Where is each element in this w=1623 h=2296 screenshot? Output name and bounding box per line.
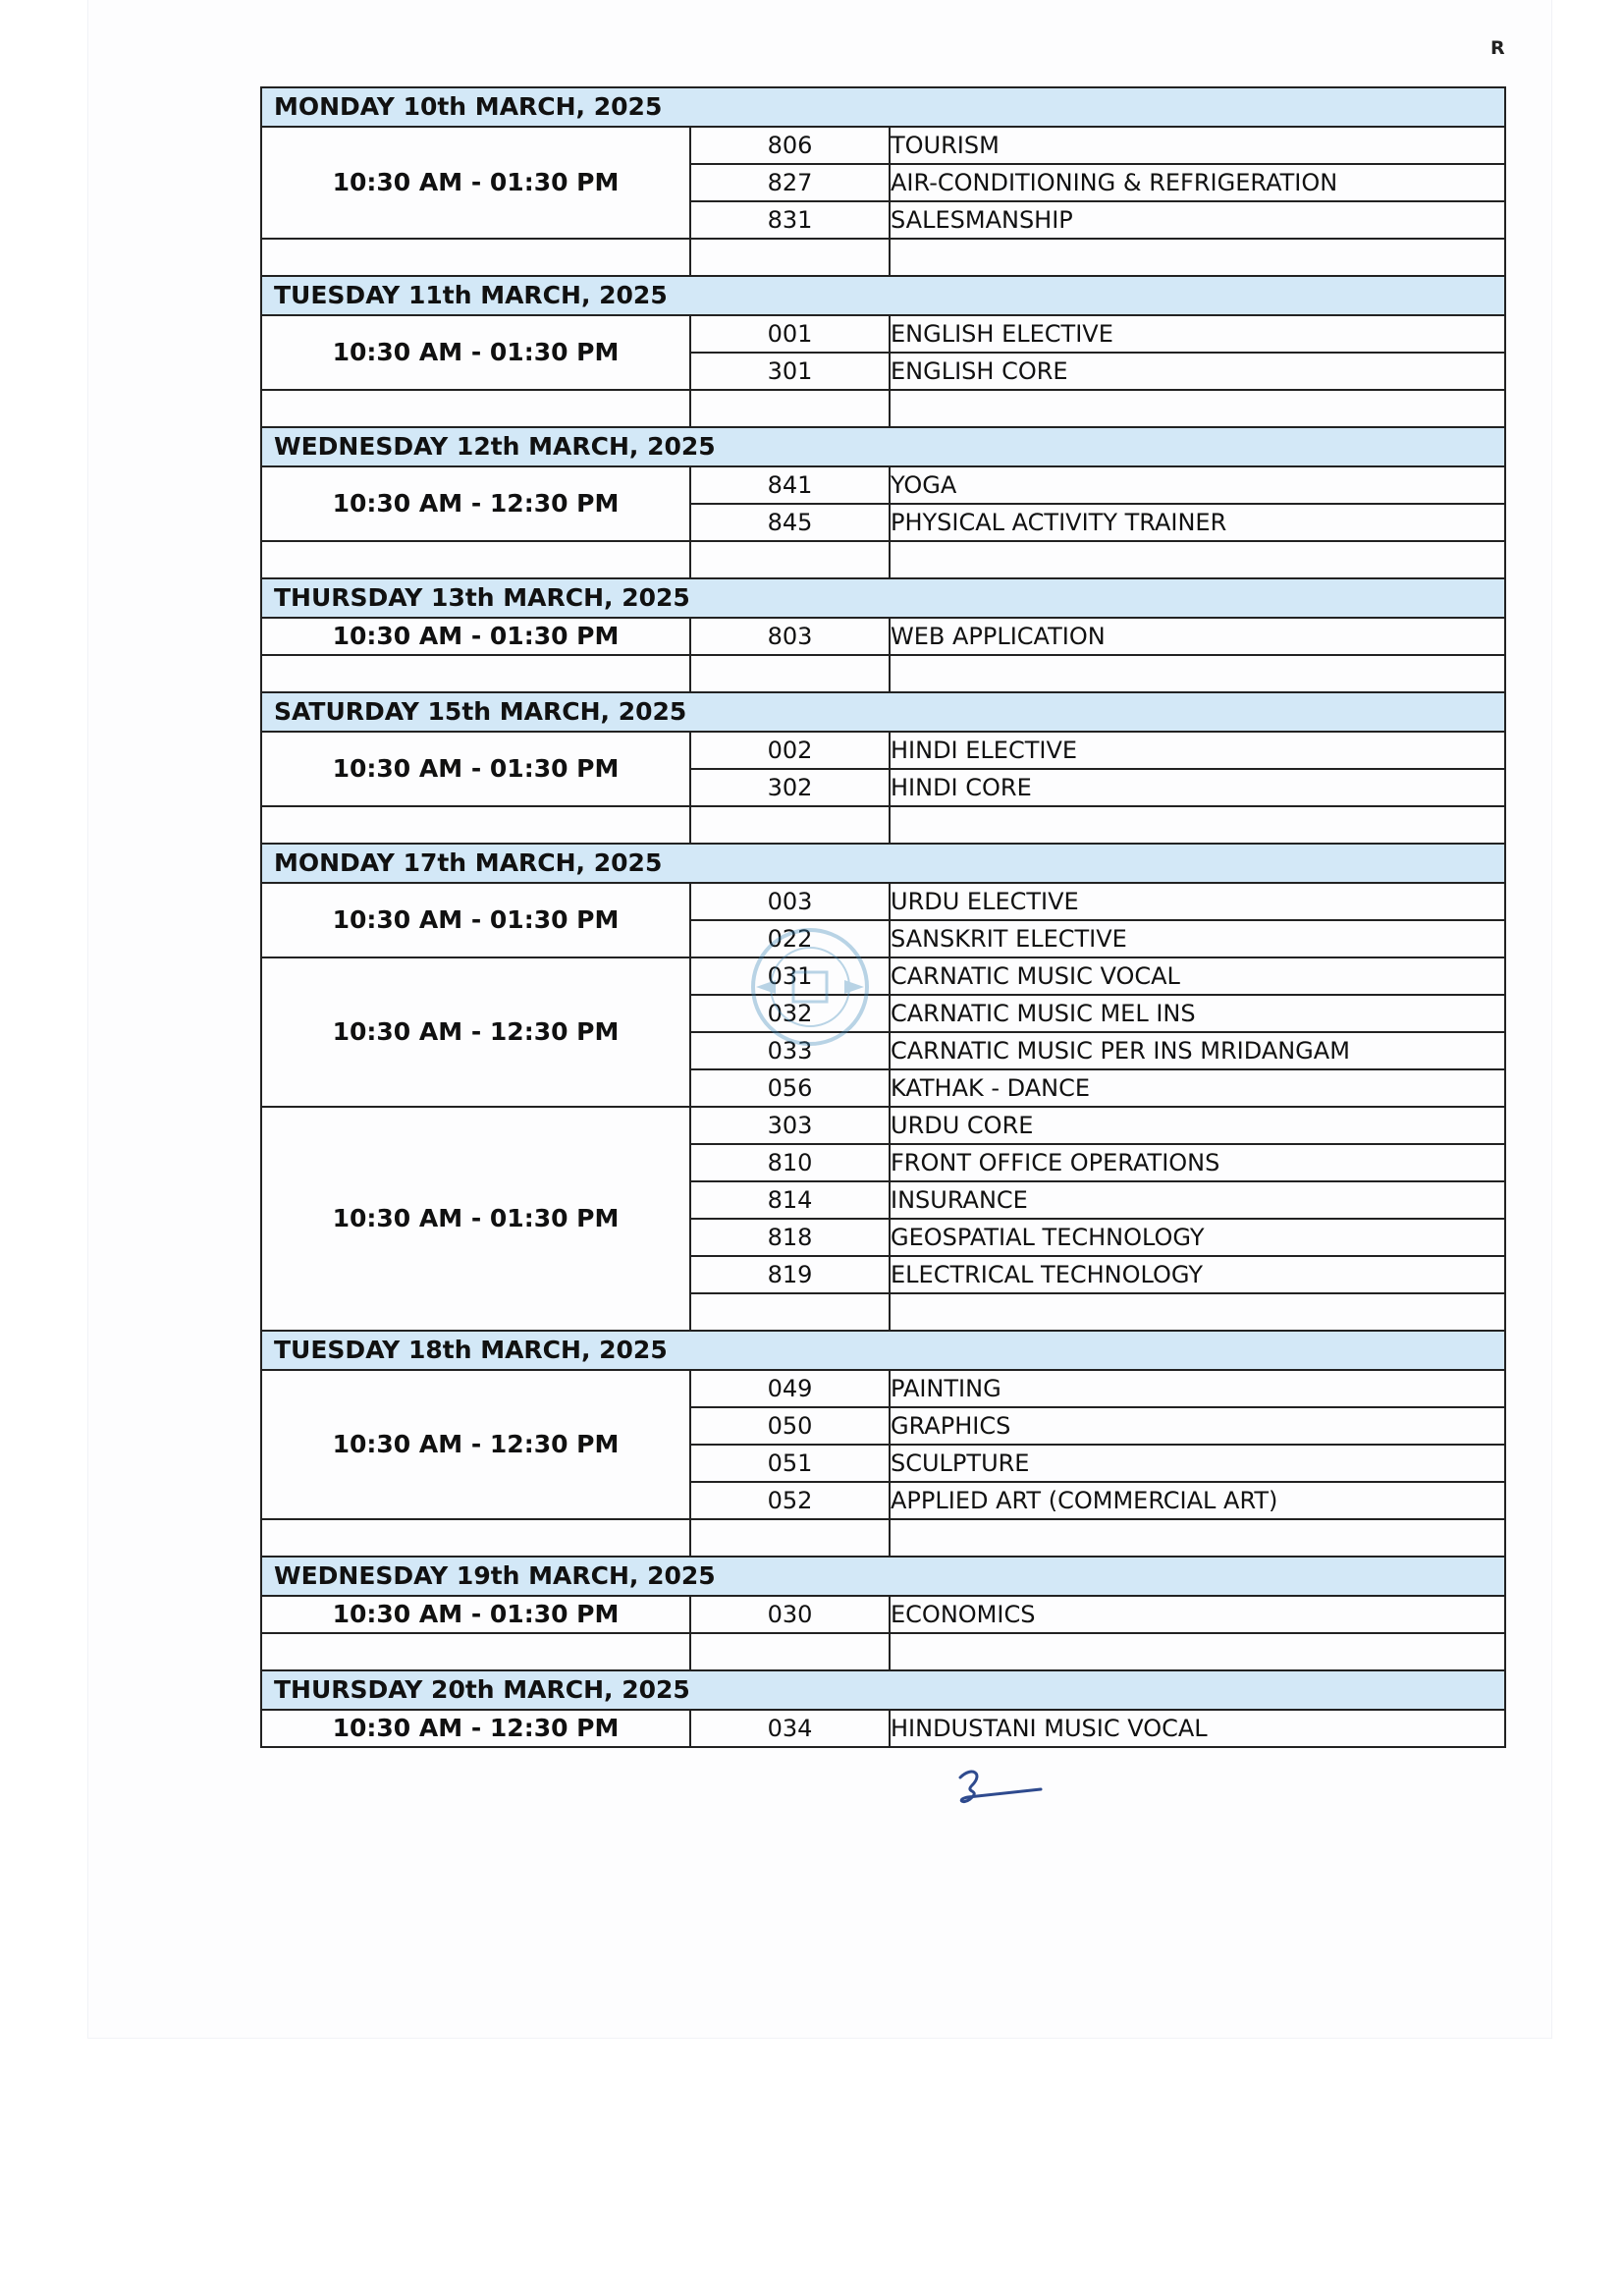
subject-name: CARNATIC MUSIC PER INS MRIDANGAM [890,1032,1505,1069]
subject-row [261,883,1505,920]
empty-cell [261,655,690,692]
subject-code: 051 [690,1445,890,1482]
subject-name: HINDI ELECTIVE [890,732,1505,769]
exam-time: 10:30 AM - 12:30 PM [261,466,690,541]
spacer-row [261,655,1505,692]
subject-code: 033 [690,1032,890,1069]
subject-code: 030 [690,1596,890,1633]
spacer-row [261,390,1505,427]
page-mark: R [1490,37,1505,59]
subject-name: ENGLISH CORE [890,353,1505,390]
day-header-row [261,1331,1505,1370]
subject-code: 803 [690,618,890,655]
day-heading: THURSDAY 20th MARCH, 2025 [261,1670,1505,1710]
subject-code: 301 [690,353,890,390]
subject-name: CARNATIC MUSIC MEL INS [890,995,1505,1032]
subject-row [261,618,1505,655]
subject-name: AIR-CONDITIONING & REFRIGERATION [890,164,1505,201]
subject-row [261,957,1505,995]
exam-time: 10:30 AM - 12:30 PM [261,1370,690,1519]
subject-code: 845 [690,504,890,541]
subject-name: URDU ELECTIVE [890,883,1505,920]
subject-code: 049 [690,1370,890,1407]
subject-row [261,315,1505,353]
empty-cell [890,239,1505,276]
day-heading: WEDNESDAY 12th MARCH, 2025 [261,427,1505,466]
empty-cell [690,541,890,578]
exam-schedule-table [260,86,1506,1748]
spacer-row [261,541,1505,578]
empty-cell [690,655,890,692]
day-heading: THURSDAY 13th MARCH, 2025 [261,578,1505,618]
subject-name [890,1293,1505,1331]
subject-name: APPLIED ART (COMMERCIAL ART) [890,1482,1505,1519]
subject-name: PHYSICAL ACTIVITY TRAINER [890,504,1505,541]
subject-code: 003 [690,883,890,920]
exam-time: 10:30 AM - 12:30 PM [261,1710,690,1747]
subject-code: 302 [690,769,890,806]
subject-name: TOURISM [890,127,1505,164]
signature [943,1760,1051,1819]
empty-cell [261,806,690,844]
empty-cell [890,806,1505,844]
exam-time: 10:30 AM - 01:30 PM [261,127,690,239]
subject-row [261,1370,1505,1407]
spacer-row [261,239,1505,276]
spacer-row [261,1633,1505,1670]
empty-cell [890,541,1505,578]
subject-code: 810 [690,1144,890,1181]
subject-name: SANSKRIT ELECTIVE [890,920,1505,957]
day-heading: TUESDAY 11th MARCH, 2025 [261,276,1505,315]
empty-cell [690,390,890,427]
subject-code: 818 [690,1219,890,1256]
exam-time: 10:30 AM - 01:30 PM [261,732,690,806]
day-header-row [261,1557,1505,1596]
subject-code: 303 [690,1107,890,1144]
day-header-row [261,427,1505,466]
subject-name: PAINTING [890,1370,1505,1407]
subject-name: YOGA [890,466,1505,504]
day-header-row [261,692,1505,732]
empty-cell [690,806,890,844]
exam-time: 10:30 AM - 01:30 PM [261,1107,690,1331]
day-heading: TUESDAY 18th MARCH, 2025 [261,1331,1505,1370]
subject-code: 031 [690,957,890,995]
subject-row [261,1596,1505,1633]
official-seal-stamp [746,923,874,1051]
subject-name: CARNATIC MUSIC VOCAL [890,957,1505,995]
day-header-row [261,1670,1505,1710]
empty-cell [690,1633,890,1670]
subject-name: HINDI CORE [890,769,1505,806]
day-heading: WEDNESDAY 19th MARCH, 2025 [261,1557,1505,1596]
empty-cell [261,1519,690,1557]
exam-time: 10:30 AM - 01:30 PM [261,1596,690,1633]
day-header-row [261,578,1505,618]
subject-name: ENGLISH ELECTIVE [890,315,1505,353]
subject-name: GRAPHICS [890,1407,1505,1445]
subject-row [261,1710,1505,1747]
subject-code: 056 [690,1069,890,1107]
subject-row [261,466,1505,504]
subject-code: 052 [690,1482,890,1519]
empty-cell [690,1519,890,1557]
subject-name: ECONOMICS [890,1596,1505,1633]
subject-code: 827 [690,164,890,201]
day-header-row [261,276,1505,315]
subject-code: 819 [690,1256,890,1293]
subject-code: 841 [690,466,890,504]
subject-code: 831 [690,201,890,239]
empty-cell [261,239,690,276]
day-heading: SATURDAY 15th MARCH, 2025 [261,692,1505,732]
subject-name: URDU CORE [890,1107,1505,1144]
subject-name: GEOSPATIAL TECHNOLOGY [890,1219,1505,1256]
spacer-row [261,1519,1505,1557]
subject-name: INSURANCE [890,1181,1505,1219]
day-header-row [261,87,1505,127]
empty-cell [890,390,1505,427]
subject-code [690,1293,890,1331]
subject-code: 022 [690,920,890,957]
subject-code: 002 [690,732,890,769]
subject-row [261,127,1505,164]
day-heading: MONDAY 17th MARCH, 2025 [261,844,1505,883]
subject-name: HINDUSTANI MUSIC VOCAL [890,1710,1505,1747]
exam-time: 10:30 AM - 01:30 PM [261,618,690,655]
subject-code: 050 [690,1407,890,1445]
subject-code: 814 [690,1181,890,1219]
subject-name: SCULPTURE [890,1445,1505,1482]
empty-cell [890,1519,1505,1557]
empty-cell [890,655,1505,692]
subject-code: 032 [690,995,890,1032]
subject-name: WEB APPLICATION [890,618,1505,655]
subject-code: 806 [690,127,890,164]
day-heading: MONDAY 10th MARCH, 2025 [261,87,1505,127]
day-header-row [261,844,1505,883]
empty-cell [261,390,690,427]
exam-time: 10:30 AM - 01:30 PM [261,315,690,390]
subject-name: KATHAK - DANCE [890,1069,1505,1107]
empty-cell [261,541,690,578]
exam-time: 10:30 AM - 12:30 PM [261,957,690,1107]
subject-code: 001 [690,315,890,353]
empty-cell [890,1633,1505,1670]
subject-name: FRONT OFFICE OPERATIONS [890,1144,1505,1181]
subject-name: ELECTRICAL TECHNOLOGY [890,1256,1505,1293]
subject-row [261,732,1505,769]
empty-cell [690,239,890,276]
subject-name: SALESMANSHIP [890,201,1505,239]
empty-cell [261,1633,690,1670]
spacer-row [261,806,1505,844]
subject-row [261,1107,1505,1144]
subject-code: 034 [690,1710,890,1747]
schedule-body [261,87,1505,1747]
exam-time: 10:30 AM - 01:30 PM [261,883,690,957]
